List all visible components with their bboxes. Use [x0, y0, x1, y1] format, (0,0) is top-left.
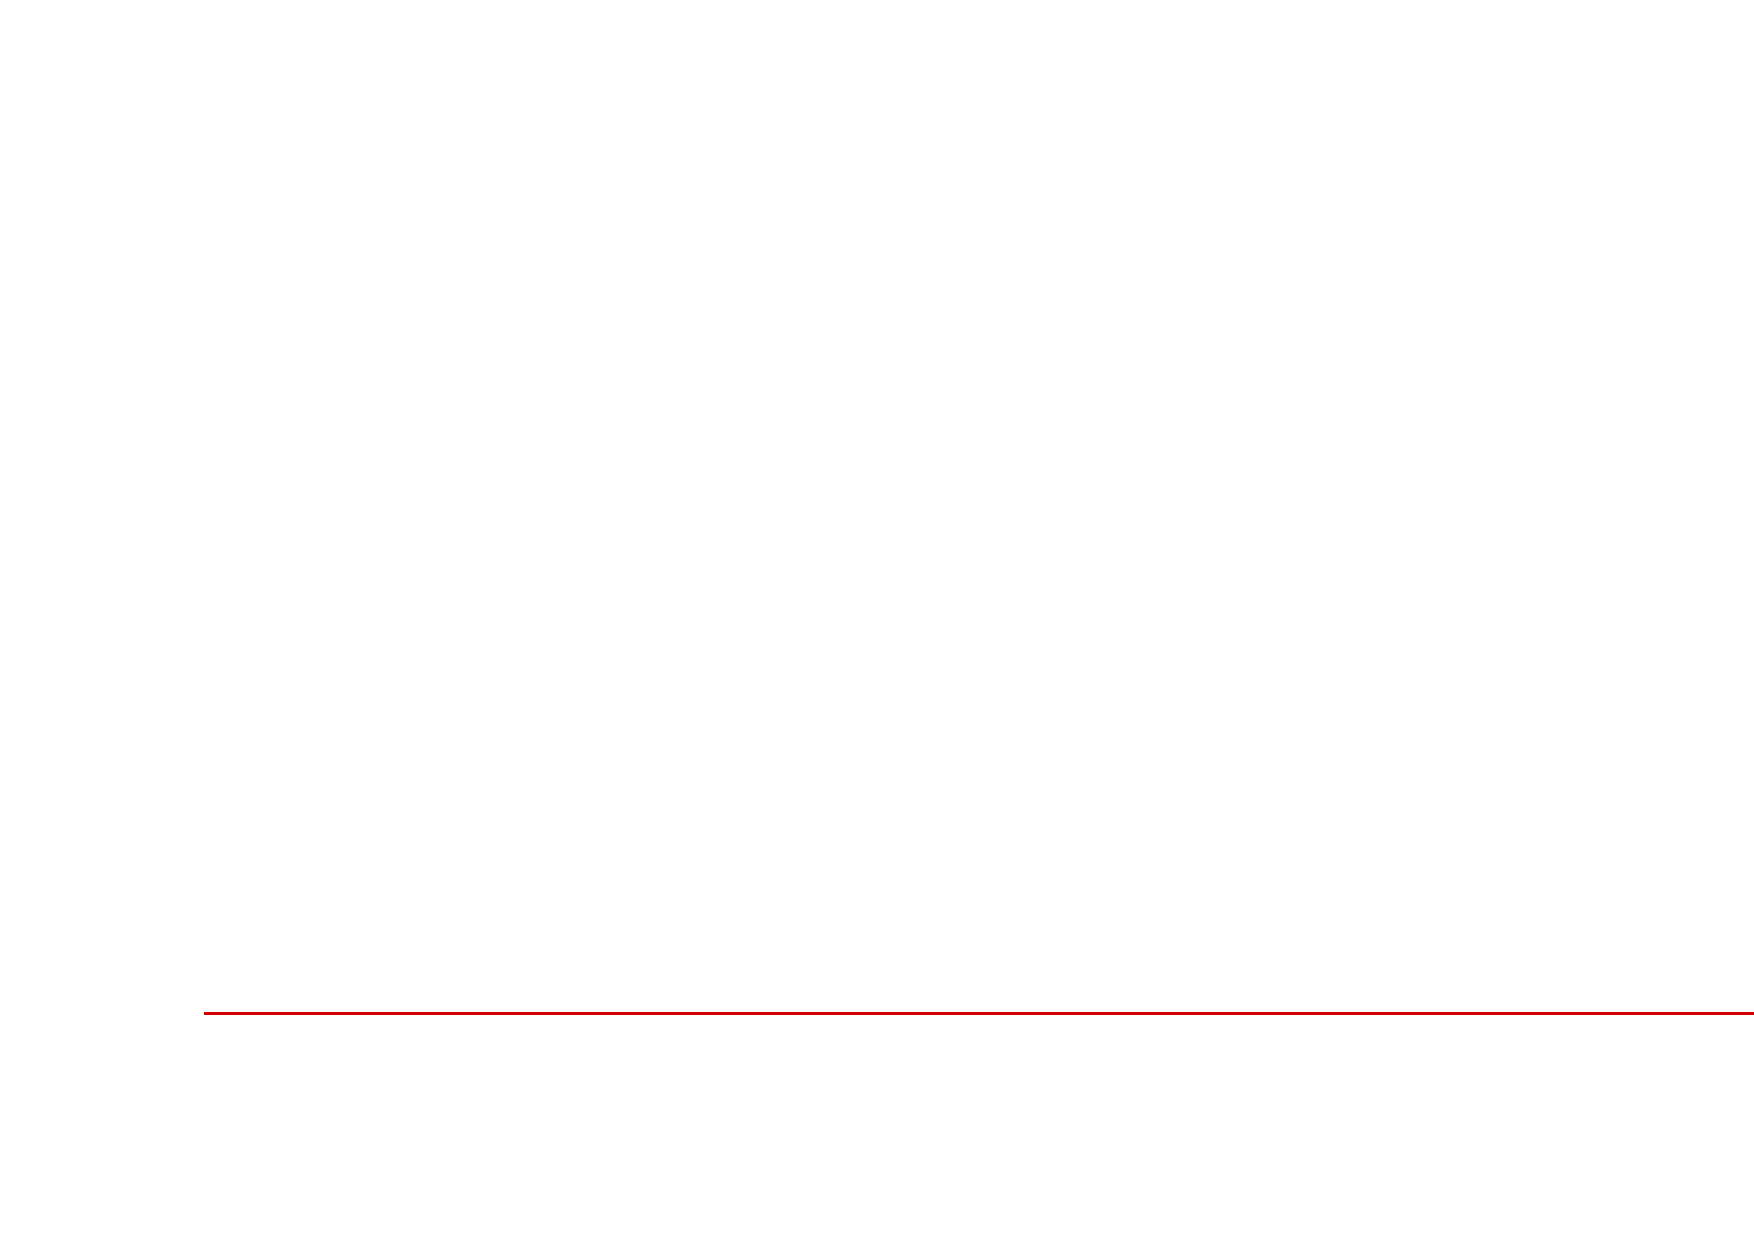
red-annotation-line	[204, 1012, 1754, 1015]
